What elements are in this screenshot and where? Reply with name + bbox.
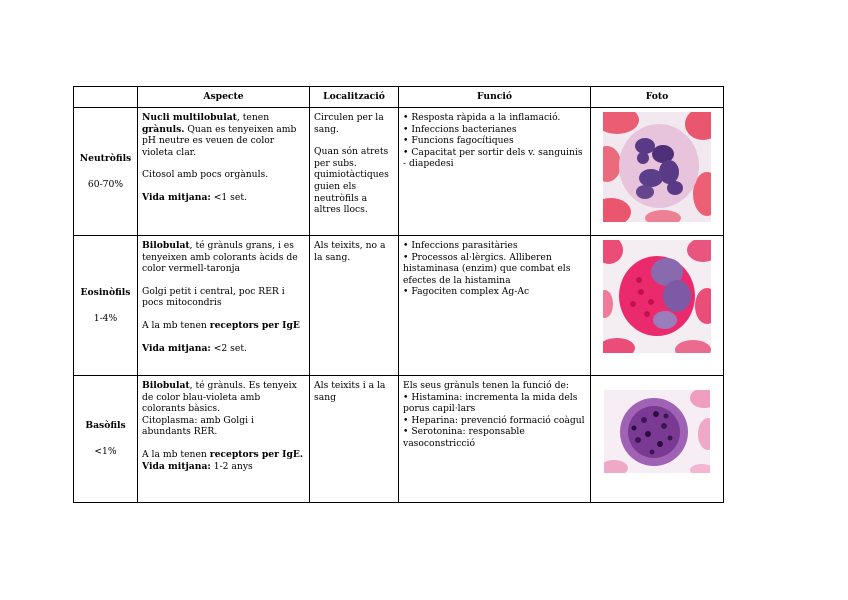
localitzacio-para: Circulen per la sang. [314,112,384,135]
life-value: <2 set. [210,342,247,354]
aspecte-para: Citoplasma: amb Golgi i abundants RER. [142,414,254,438]
cell-aspecte [138,108,310,236]
funcio-item: • Heparina: prevenció formació coàgul [403,414,585,426]
funcio-item: • Resposta ràpida a la inflamació. [403,112,561,123]
header-row [74,87,724,108]
life-label: Vida mitjana: [142,460,211,472]
table-row-eosinofils [74,236,724,376]
aspecte-para: Citosol amb pocs orgànuls. [142,169,269,181]
cell-name: Eosinòfils [80,286,131,298]
life-span [142,461,305,473]
funcio-item: • Infeccions parasitàries [403,240,518,251]
text: , té grànuls grans, i es tenyeixen amb colorants àcids de color vermell-taronja [142,240,298,275]
aspecte-para [142,380,305,415]
cell-foto [591,376,724,503]
aspecte-para [142,449,305,461]
funcio-intro: Els seus grànuls tenen la funció de: [403,380,569,391]
life-span [142,192,305,204]
bold-text: grànuls. [142,123,185,135]
bold-text: receptors per IgE [209,319,300,331]
header-funcio: Funció [399,87,591,108]
cell-foto [591,236,724,376]
life-label: Vida mitjana: [142,342,211,354]
cell-funcio [399,236,591,376]
funcio-item: • Processos al·lèrgics. Alliberen histaminasa (enzim) que combat els efectes de la histamina [403,251,571,286]
header-localitzacio: Localització [310,87,399,108]
cell-funcio [399,108,591,236]
cell-aspecte [138,236,310,376]
cell-localitzacio [310,108,399,236]
localitzacio-para: Als teixits, no a la sang. [314,240,386,263]
cell-aspecte [138,376,310,503]
life-value: 1-2 anys [210,460,253,472]
cell-name: Neutròfils [79,152,132,164]
life-label: Vida mitjana: [142,191,211,203]
aspecte-para: Golgi petit i central, poc RER i pocs mitocondris [142,285,285,309]
eosinophil-photo [603,240,711,353]
localitzacio-para: Als teixits i a la sang [314,380,386,403]
bold-text: Nucli multilobulat [142,112,237,123]
aspecte-para [142,320,305,332]
table-row-neutrofils [74,108,724,236]
header-blank [74,87,138,108]
funcio-item: • Capacitat per sortir dels v. sanguinis - diapedesi [403,146,583,170]
funcio-item: • Histamina: incrementa la mida dels porus capil·lars [403,391,578,415]
text: A la mb tenen [142,319,210,331]
funcio-item: • Serotonina: responsable vasoconstricció [403,426,525,449]
life-span [142,343,305,355]
cell-percentage: <1% [94,446,117,457]
cell-localitzacio [310,376,399,503]
cell-funcio [399,376,591,503]
cell-percentage: 60-70% [87,178,124,190]
text: , tenen [236,112,270,123]
cell-foto [591,108,724,236]
row-header-neutrofils [74,108,138,236]
text: A la mb tenen [142,448,210,460]
neutrophil-photo [603,112,711,222]
bold-text: Bilobulat [142,240,190,251]
leukocyte-table [73,86,724,503]
row-header-basofils [74,376,138,503]
life-value: <1 set. [210,191,247,203]
row-header-eosinofils [74,236,138,376]
funcio-item: • Funcions fagocítiques [403,135,514,147]
text: , té grànuls. Es tenyeix de color blau-violeta amb colorants bàsics. [142,380,297,415]
aspecte-para [142,240,305,275]
text: Quan es tenyeixen amb pH neutre es veuen de color violeta clar. [142,123,297,158]
cell-name: Basòfils [85,420,126,432]
localitzacio-para: Quan són atrets per subs. quimiotàctiques guien els neutròfils a altres llocs. [314,146,389,216]
cell-percentage: 1-4% [93,312,118,324]
funcio-item: • Fagociten complex Ag-Ac [403,286,530,298]
basophil-photo [604,390,710,473]
aspecte-para [142,112,305,158]
bold-text: receptors per IgE. [209,448,304,460]
header-aspecte: Aspecte [138,87,310,108]
table-row-basofils [74,376,724,503]
cell-localitzacio [310,236,399,376]
funcio-item: • Infeccions bacterianes [403,123,517,135]
bold-text: Bilobulat [142,380,190,391]
header-foto: Foto [591,87,724,108]
